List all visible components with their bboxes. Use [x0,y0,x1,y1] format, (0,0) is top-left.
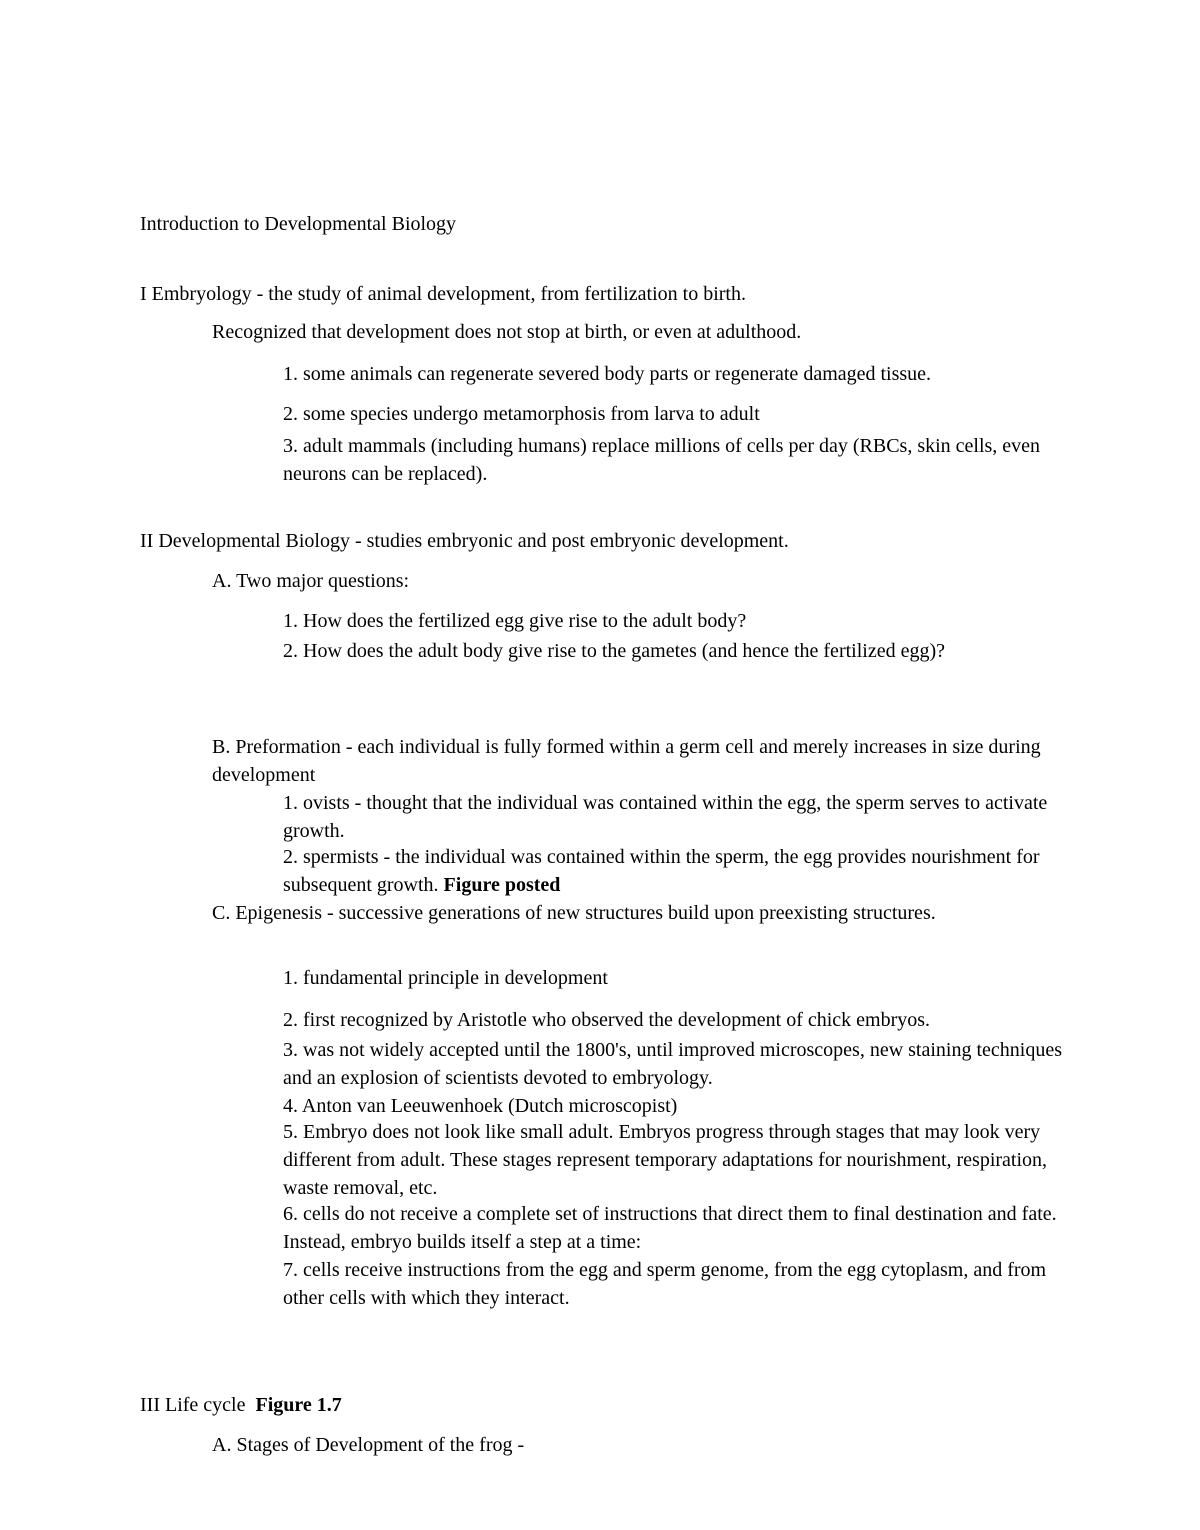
section-2b-item-2-text: 2. spermists - the individual was contained within the sperm, the egg provides nourishment for subsequent growth. [283,846,1040,896]
section-3-heading [140,1391,1060,1419]
section-2c-item-7: 7. cells receive instructions from the egg and sperm genome, from the egg cytoplasm, and from other cells with which they interact. [283,1259,1047,1309]
section-2c-item-6: 6. cells do not receive a complete set of instructions that direct them to final destination and fate. Instead, embryo builds itself a step at a time: [283,1203,1057,1253]
section-1-note: Recognized that development does not stop at birth, or even at adulthood. [212,321,802,343]
figure-1-7-ref: Figure 1.7 [255,1394,342,1416]
figure-posted-ref: Figure posted [443,874,561,896]
section-2c-item-4: 4. Anton van Leeuwenhoek (Dutch microscopist) [283,1095,678,1117]
section-2c-label: C. Epigenesis - successive generations of new structures build upon preexisting structures. [212,902,936,924]
section-3a-label: A. Stages of Development of the frog - [212,1434,525,1456]
document-title: Introduction to Developmental Biology [140,213,457,235]
section-2c-item-1: 1. fundamental principle in development [283,967,608,989]
section-2c-item-5: 5. Embryo does not look like small adult. Embryos progress through stages that may look very different from adult. These stages represent temporary adaptations for nourishment, respiration, waste removal, etc. [283,1121,1048,1199]
section-2c-item-3: 3. was not widely accepted until the 1800's, until improved microscopes, new staining techniques and an explosion of scientists devoted to embryology. [283,1039,1062,1089]
section-2a-item-2: 2. How does the adult body give rise to the gametes (and hence the fertilized egg)? [283,640,945,662]
section-1-item-1: 1. some animals can regenerate severed body parts or regenerate damaged tissue. [283,363,932,385]
section-2b-item-2 [283,843,1063,899]
section-2-heading: II Developmental Biology - studies embryonic and post embryonic development. [140,530,789,552]
section-1-heading: I Embryology - the study of animal development, from fertilization to birth. [140,283,746,305]
section-1-item-2: 2. some species undergo metamorphosis from larva to adult [283,403,760,425]
section-2a-item-1: 1. How does the fertilized egg give rise to the adult body? [283,610,747,632]
section-3-heading-text: III Life cycle [140,1394,246,1416]
section-2a-label: A. Two major questions: [212,570,410,592]
section-2c-item-2: 2. first recognized by Aristotle who observed the development of chick embryos. [283,1009,931,1031]
section-2b-label: B. Preformation - each individual is fully formed within a germ cell and merely increases in size during development [212,736,1041,786]
section-2b-item-1: 1. ovists - thought that the individual was contained within the egg, the sperm serves to activate growth. [283,792,1048,842]
section-1-item-3: 3. adult mammals (including humans) replace millions of cells per day (RBCs, skin cells, even neurons can be replaced). [283,435,1041,485]
